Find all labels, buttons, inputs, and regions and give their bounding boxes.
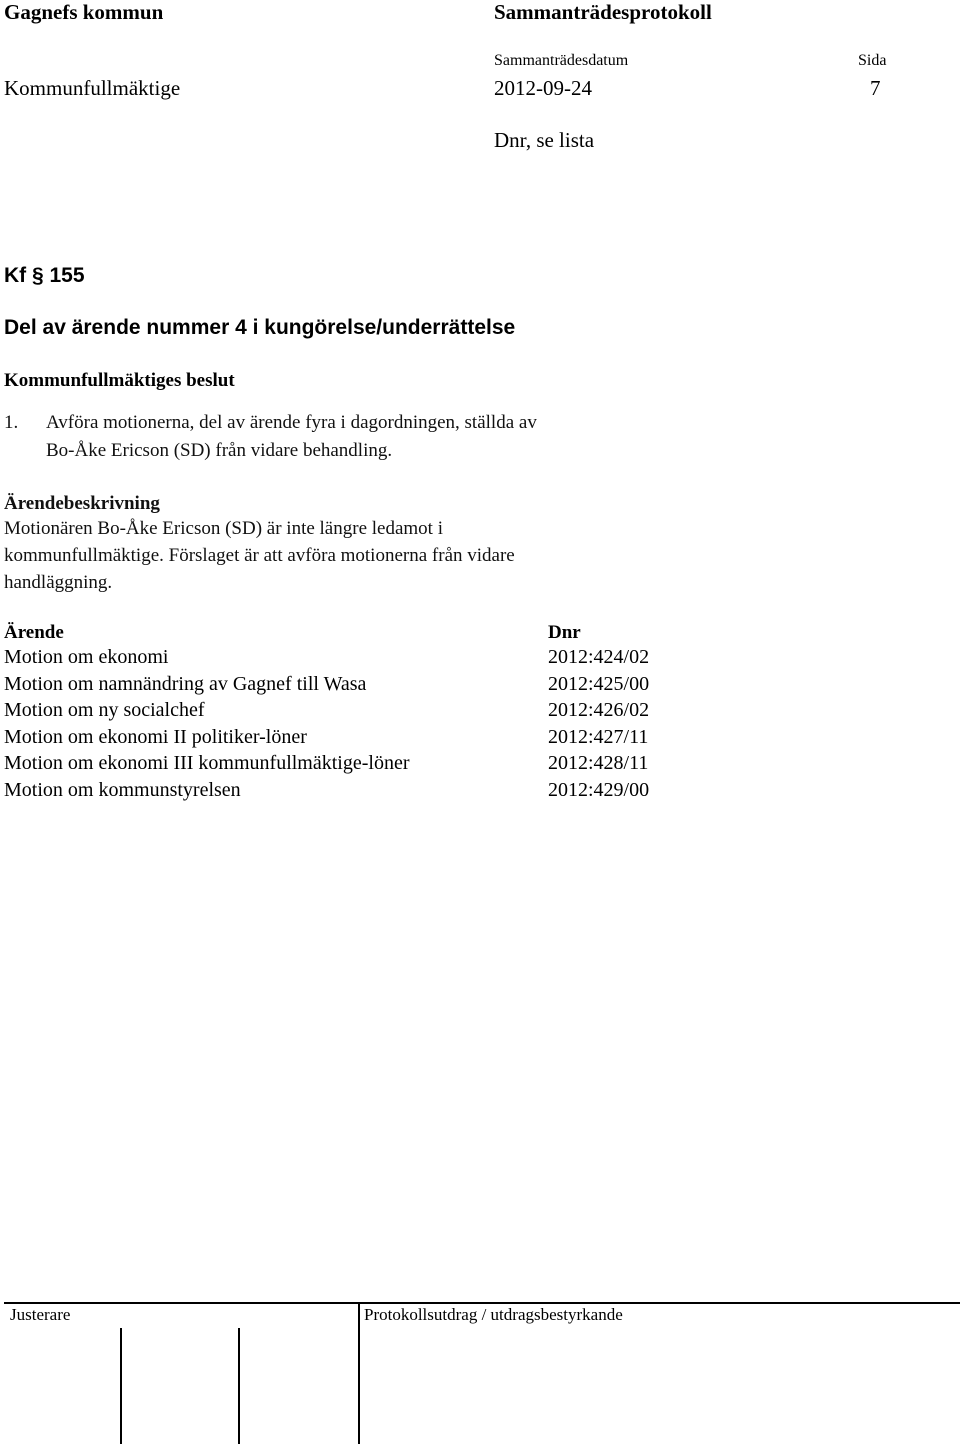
matter-title: Motion om ekonomi II politiker-löner <box>4 726 307 748</box>
footer-top-rule <box>4 1302 960 1304</box>
extract-certification-label: Protokollsutdrag / utdragsbestyrkande <box>364 1305 623 1324</box>
paragraph-number: Kf § 155 <box>4 264 85 287</box>
column-header-dnr: Dnr <box>548 622 581 643</box>
decision-item-text: Avföra motionerna, del av ärende fyra i dagordningen, ställda av <box>46 412 537 433</box>
matter-dnr: 2012:426/02 <box>548 699 650 721</box>
footer-divider <box>358 1302 360 1444</box>
page-number: 7 <box>870 76 881 100</box>
organization-name: Gagnefs kommun <box>4 0 164 24</box>
decision-body: Kommunfullmäktige <box>4 76 181 100</box>
meeting-date: 2012-09-24 <box>494 76 592 100</box>
matter-title: Motion om ekonomi <box>4 646 169 668</box>
matter-title: Motion om ny socialchef <box>4 699 205 721</box>
decision-item-text: Bo-Åke Ericson (SD) från vidare behandling. <box>46 440 393 461</box>
signature-divider <box>120 1328 122 1444</box>
dnr-reference: Dnr, se lista <box>494 128 595 152</box>
matter-dnr: 2012:429/00 <box>548 779 650 801</box>
signature-divider <box>238 1328 240 1444</box>
adjusters-label: Justerare <box>10 1305 71 1324</box>
page-label: Sida <box>858 52 887 69</box>
matter-title: Motion om kommunstyrelsen <box>4 779 241 801</box>
decision-item-number: 1. <box>4 412 19 433</box>
meeting-date-label: Sammanträdesdatum <box>494 52 629 69</box>
matter-dnr: 2012:425/00 <box>548 673 650 695</box>
matter-title: Motion om ekonomi III kommunfullmäktige-löner <box>4 752 410 774</box>
matter-dnr: 2012:428/11 <box>548 752 649 774</box>
matter-title: Motion om namnändring av Gagnef till Wasa <box>4 673 367 695</box>
description-heading: Ärendebeskrivning <box>4 493 160 514</box>
subject-title: Del av ärende nummer 4 i kungörelse/underrättelse <box>4 316 516 339</box>
description-text: Motionären Bo-Åke Ericson (SD) är inte längre ledamot i <box>4 518 443 539</box>
column-header-matter: Ärende <box>4 622 64 643</box>
decision-heading: Kommunfullmäktiges beslut <box>4 370 235 391</box>
matter-dnr: 2012:424/02 <box>548 646 650 668</box>
document-type: Sammanträdesprotokoll <box>494 0 712 24</box>
description-text: handläggning. <box>4 572 113 593</box>
description-text: kommunfullmäktige. Förslaget är att avföra motionerna från vidare <box>4 545 515 566</box>
matter-dnr: 2012:427/11 <box>548 726 649 748</box>
